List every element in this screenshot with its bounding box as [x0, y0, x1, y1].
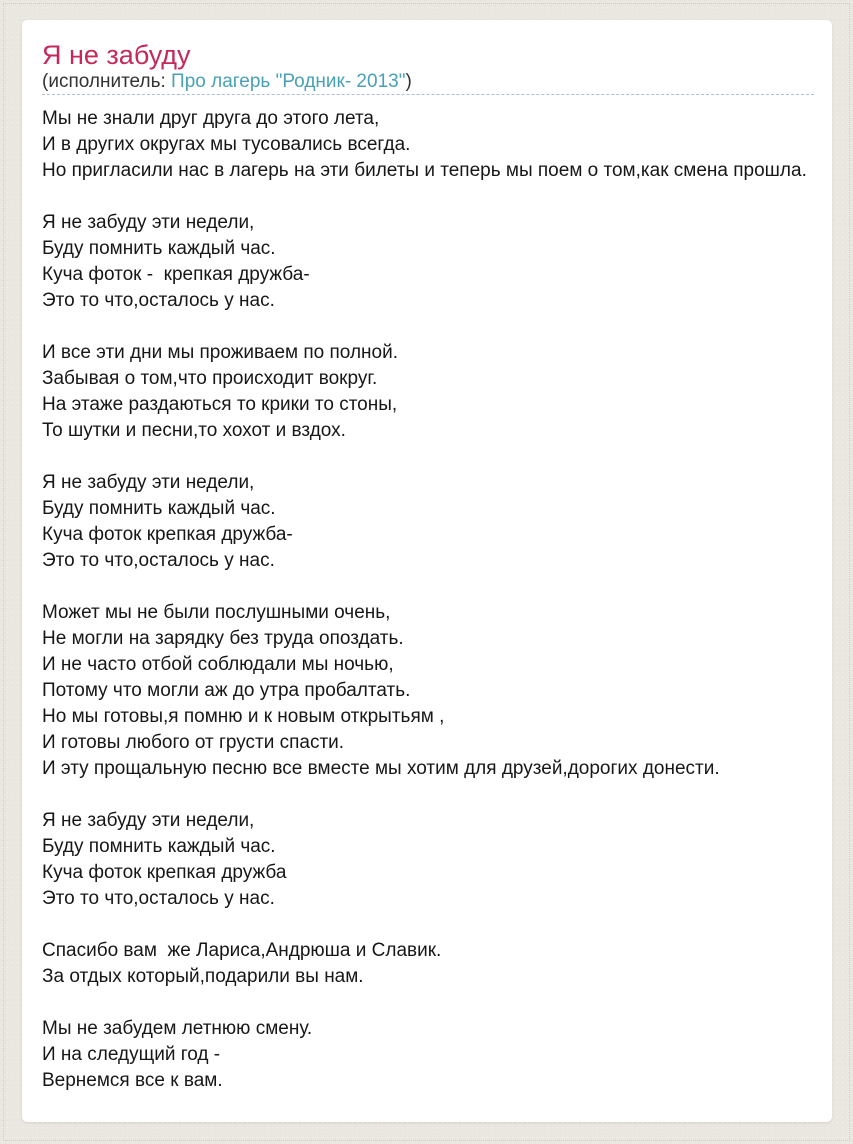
- lyric-line: Но мы готовы,я помню и к новым открытьям ,: [42, 706, 445, 727]
- artist-suffix: ): [405, 71, 412, 92]
- lyric-line: Мы не знали друг друга до этого лета,: [42, 108, 380, 129]
- verse: [42, 1016, 814, 1094]
- verse: [42, 938, 814, 990]
- lyric-line: Куча фоток крепкая дружба: [42, 862, 287, 883]
- lyric-line: Не могли на зарядку без труда опоздать.: [42, 628, 404, 649]
- lyric-line: Буду помнить каждый час.: [42, 238, 276, 259]
- verse: [42, 106, 814, 184]
- header: [42, 40, 814, 95]
- lyric-line: Это то что,осталось у нас.: [42, 888, 275, 909]
- page-title: Я не забуду: [42, 40, 191, 70]
- verse: [42, 340, 814, 444]
- lyric-line: То шутки и песни,то хохот и вздох.: [42, 420, 346, 441]
- lyric-line: Потому что могли аж до утра пробалтать.: [42, 680, 411, 701]
- lyric-line: Может мы не были послушными очень,: [42, 602, 391, 623]
- lyric-line: Забывая о том,что происходит вокруг.: [42, 368, 378, 389]
- verse: [42, 808, 814, 912]
- lyric-line: Это то что,осталось у нас.: [42, 550, 275, 571]
- artist-link[interactable]: Про лагерь "Родник- 2013": [171, 71, 406, 92]
- lyric-line: И в других округах мы тусовались всегда.: [42, 134, 411, 155]
- lyric-line: Вернемся все к вам.: [42, 1070, 223, 1091]
- lyric-line: Это то что,осталось у нас.: [42, 290, 275, 311]
- lyric-line: На этаже раздаються то крики то стоны,: [42, 394, 398, 415]
- lyric-line: За отдых который,подарили вы нам.: [42, 966, 364, 987]
- lyric-line: И не часто отбой соблюдали мы ночью,: [42, 654, 394, 675]
- verse: [42, 470, 814, 574]
- lyric-line: Я не забуду эти недели,: [42, 810, 255, 831]
- lyric-line: Куча фоток - крепкая дружба-: [42, 264, 310, 285]
- lyric-line: И на следущий год -: [42, 1044, 221, 1065]
- lyric-line: Буду помнить каждый час.: [42, 498, 276, 519]
- lyric-line: Мы не забудем летнюю смену.: [42, 1018, 313, 1039]
- lyric-line: Я не забуду эти недели,: [42, 472, 255, 493]
- lyric-line: И готовы любого от грусти спасти.: [42, 732, 345, 753]
- lyrics: [42, 106, 814, 1094]
- verse: [42, 600, 814, 782]
- lyrics-card: [22, 20, 832, 1122]
- lyric-line: Куча фоток крепкая дружба-: [42, 524, 293, 545]
- lyric-line: Я не забуду эти недели,: [42, 212, 255, 233]
- lyric-line: Спасибо вам же Лариса,Андрюша и Славик.: [42, 940, 442, 961]
- verse: [42, 210, 814, 314]
- artist-row: [42, 70, 814, 94]
- lyric-line: И все эти дни мы проживаем по полной.: [42, 342, 398, 363]
- artist-label: (исполнитель:: [42, 71, 166, 92]
- lyric-line: И эту прощальную песню все вместе мы хотим для друзей,дорогих донести.: [42, 758, 720, 779]
- lyric-line: Буду помнить каждый час.: [42, 836, 276, 857]
- lyric-line: Но пригласили нас в лагерь на эти билеты и теперь мы поем о том,как смена прошла.: [42, 160, 807, 181]
